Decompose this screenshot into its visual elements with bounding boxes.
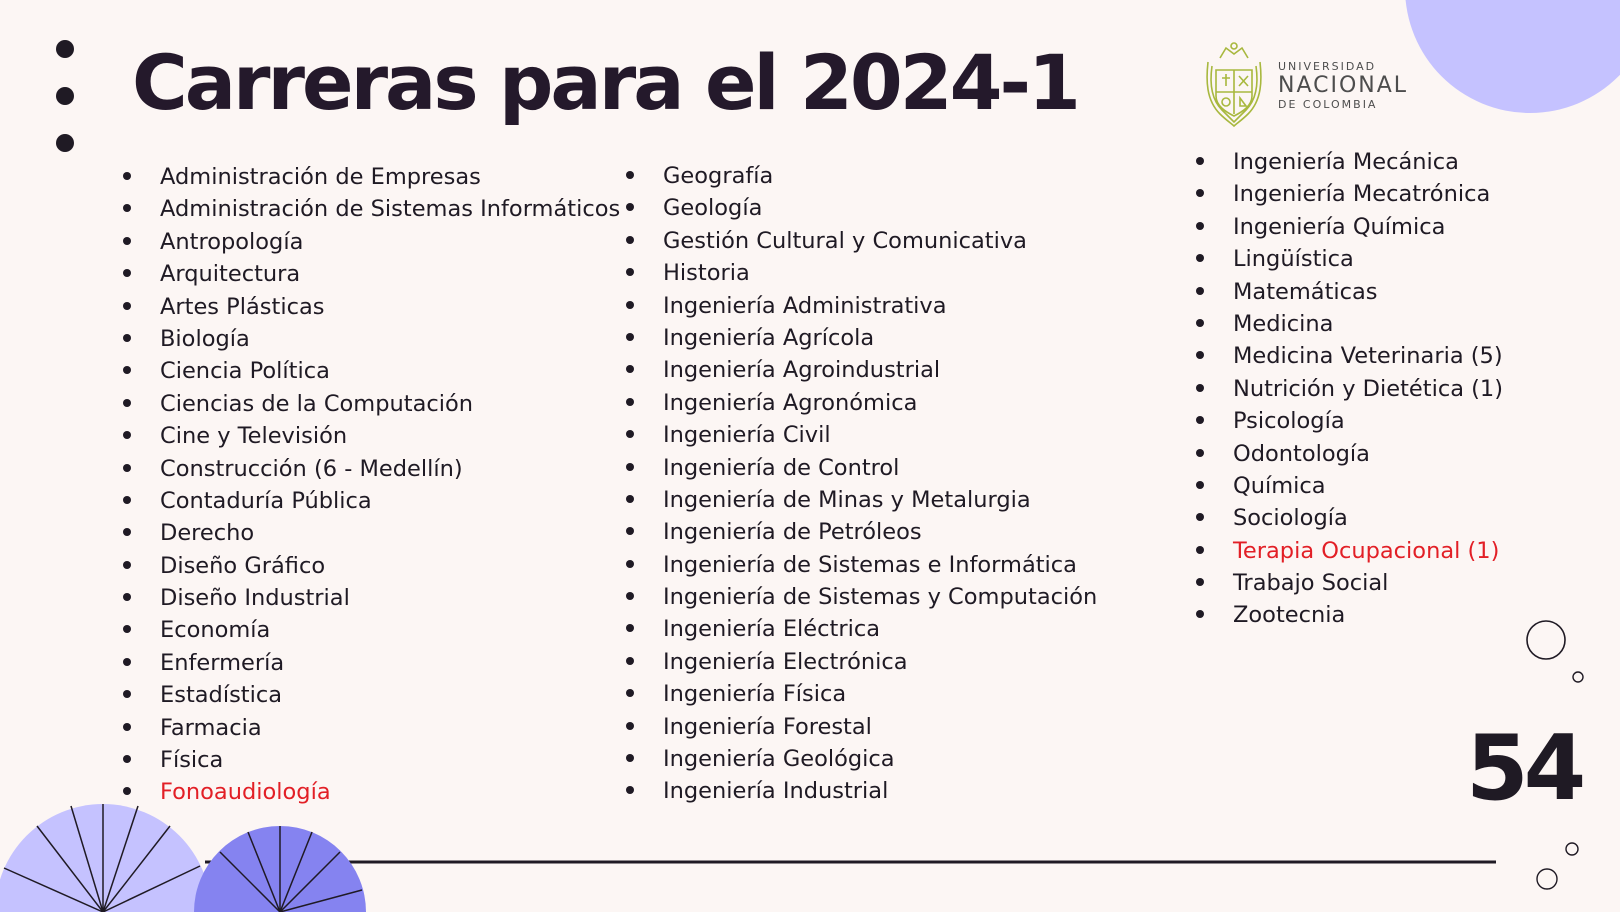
career-list-column-2 (623, 160, 1097, 808)
career-list-item: Ingeniería Agroindustrial (623, 354, 1097, 386)
ring-decoration-large (1527, 621, 1565, 659)
career-list-item: Ingeniería Geológica (623, 743, 1097, 775)
career-list-item: Administración de Sistemas Informáticos (120, 193, 620, 225)
career-list-item: Química (1193, 470, 1503, 502)
career-list-item: Ingeniería Química (1193, 211, 1503, 243)
career-list-column-3 (1193, 146, 1503, 632)
career-list-item: Construcción (6 - Medellín) (120, 453, 620, 485)
career-list-item: Geografía (623, 160, 1097, 192)
page-number: 54 (1466, 716, 1582, 821)
vertical-dots-decoration (54, 40, 76, 152)
career-list-item: Sociología (1193, 502, 1503, 534)
career-list-item: Ingeniería Mecatrónica (1193, 178, 1503, 210)
career-list-item: Medicina Veterinaria (5) (1193, 340, 1503, 372)
career-list-item: Odontología (1193, 438, 1503, 470)
ring-decoration-small (1566, 843, 1578, 855)
career-list-item: Ingeniería de Sistemas e Informática (623, 549, 1097, 581)
fan-decoration-dark (194, 826, 366, 912)
career-list-item: Artes Plásticas (120, 291, 620, 323)
career-list-item: Ingeniería de Petróleos (623, 516, 1097, 548)
university-logo (1198, 40, 1438, 130)
career-list-item: Biología (120, 323, 620, 355)
career-list-item: Ingeniería Electrónica (623, 646, 1097, 678)
career-list-item: Estadística (120, 679, 620, 711)
career-list-item: Derecho (120, 517, 620, 549)
career-list-item: Ciencias de la Computación (120, 388, 620, 420)
career-list-item: Ingeniería Forestal (623, 711, 1097, 743)
career-list-item: Cine y Televisión (120, 420, 620, 452)
career-list-column-1 (120, 161, 620, 809)
career-list-item: Diseño Industrial (120, 582, 620, 614)
career-list-item: Terapia Ocupacional (1) (1193, 535, 1503, 567)
career-list-item: Farmacia (120, 712, 620, 744)
career-list-item: Ingeniería Industrial (623, 775, 1097, 807)
career-list-item: Ingeniería de Sistemas y Computación (623, 581, 1097, 613)
career-list-item: Psicología (1193, 405, 1503, 437)
career-list-item: Matemáticas (1193, 276, 1503, 308)
career-list-item: Nutrición y Dietética (1) (1193, 373, 1503, 405)
career-list-item: Ingeniería Civil (623, 419, 1097, 451)
career-list-item: Ingeniería Eléctrica (623, 613, 1097, 645)
ring-decoration-small (1573, 672, 1583, 682)
career-list-item: Historia (623, 257, 1097, 289)
career-list-item: Gestión Cultural y Comunicativa (623, 225, 1097, 257)
career-list-item: Enfermería (120, 647, 620, 679)
page-title: Carreras para el 2024-1 (132, 38, 1078, 127)
career-list-item: Geología (623, 192, 1097, 224)
logo-text-line2: NACIONAL (1278, 73, 1409, 98)
career-list-item: Ingeniería de Control (623, 452, 1097, 484)
career-list-item: Fonoaudiología (120, 776, 620, 808)
logo-text-line1: UNIVERSIDAD (1278, 60, 1377, 73)
ring-decoration-medium (1537, 869, 1557, 889)
career-list-item: Ingeniería Mecánica (1193, 146, 1503, 178)
career-list-item: Zootecnia (1193, 599, 1503, 631)
career-list-item: Trabajo Social (1193, 567, 1503, 599)
career-list-item: Ingeniería Administrativa (623, 290, 1097, 322)
logo-text-line3: DE COLOMBIA (1278, 98, 1378, 111)
university-seal-icon (1198, 40, 1270, 128)
fan-decoration-light (0, 804, 211, 912)
career-list-item: Diseño Gráfico (120, 550, 620, 582)
career-list-item: Economía (120, 614, 620, 646)
career-list-item: Física (120, 744, 620, 776)
career-list-item: Ingeniería de Minas y Metalurgia (623, 484, 1097, 516)
career-list-item: Antropología (120, 226, 620, 258)
career-list-item: Administración de Empresas (120, 161, 620, 193)
career-list-item: Ingeniería Física (623, 678, 1097, 710)
career-list-item: Ciencia Política (120, 355, 620, 387)
career-list-item: Ingeniería Agrícola (623, 322, 1097, 354)
career-list-item: Ingeniería Agronómica (623, 387, 1097, 419)
career-list-item: Arquitectura (120, 258, 620, 290)
career-list-item: Medicina (1193, 308, 1503, 340)
career-list-item: Contaduría Pública (120, 485, 620, 517)
career-list-item: Lingüística (1193, 243, 1503, 275)
